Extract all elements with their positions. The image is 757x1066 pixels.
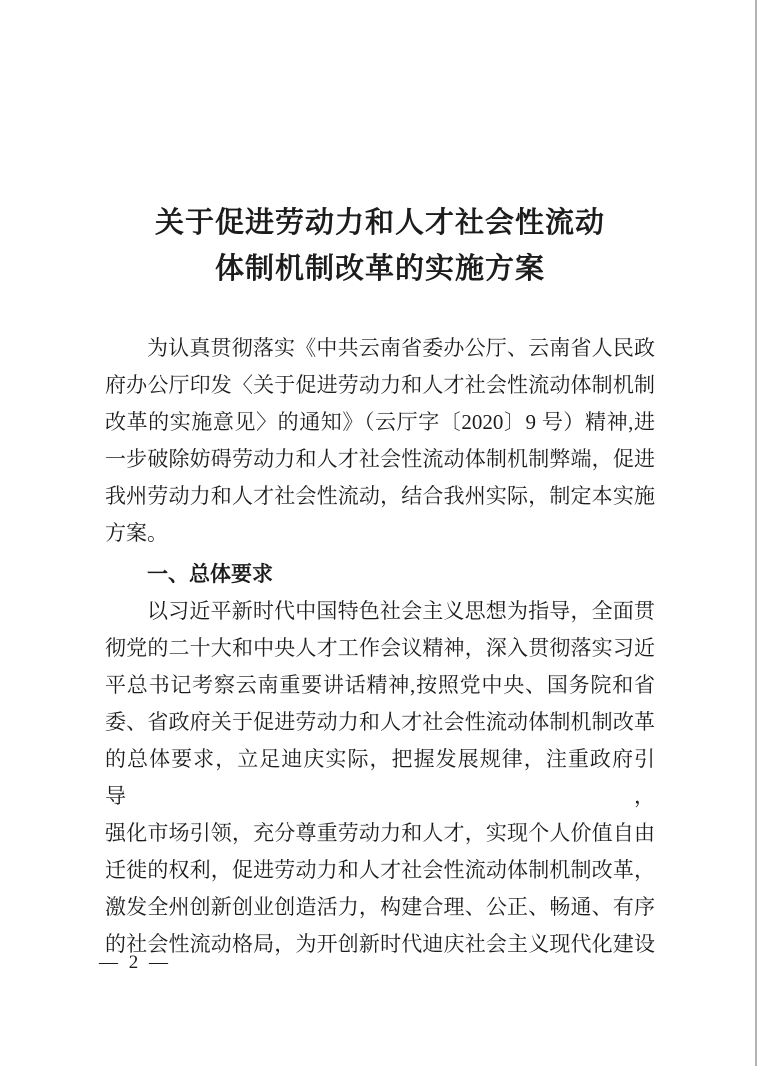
document-title: [105, 200, 655, 292]
paragraph-line: 改革的实施意见〉的通知》（云厅字〔2020〕9 号）精神,进: [105, 410, 655, 434]
paragraph-line: 激发全州创新创业创造活力，构建合理、公正、畅通、有序: [105, 895, 655, 919]
paragraph-line: 强化市场引领，充分尊重劳动力和人才，实现个人价值自由: [105, 821, 655, 845]
paragraph-line: 平总书记考察云南重要讲话精神,按照党中央、国务院和省: [105, 673, 655, 697]
page-number: — 2 —: [99, 952, 171, 973]
paragraph-line: 委、省政府关于促进劳动力和人才社会性流动体制机制改革: [105, 710, 655, 734]
paragraph-line: 一步破除妨碍劳动力和人才社会性流动体制机制弊端，促进: [105, 447, 655, 471]
paragraph-line: 的总体要求，立足迪庆实际，把握发展规律，注重政府引导，: [105, 747, 655, 808]
document-title-line-1: 关于促进劳动力和人才社会性流动: [154, 207, 605, 239]
paragraph-line: 以习近平新时代中国特色社会主义思想为指导，全面贯: [147, 599, 655, 623]
paragraph-line: 彻党的二十大和中央人才工作会议精神，深入贯彻落实习近: [105, 636, 655, 660]
paragraph-line: 为认真贯彻落实《中共云南省委办公厅、云南省人民政: [147, 336, 655, 360]
paragraph-line: 方案。: [105, 521, 168, 545]
paragraph-line: 迁徙的权利，促进劳动力和人才社会性流动体制机制改革，: [105, 858, 655, 882]
intro-paragraph: [105, 330, 655, 552]
paragraph-line: 府办公厅印发〈关于促进劳动力和人才社会性流动体制机制: [105, 373, 655, 397]
paragraph-line: 我州劳动力和人才社会性流动，结合我州实际，制定本实施: [105, 484, 655, 508]
document-title-line-2: 体制机制改革的实施方案: [214, 253, 545, 285]
paragraph-line: 的社会性流动格局，为开创新时代迪庆社会主义现代化建设: [105, 932, 655, 956]
section-heading-overall-requirements: 一、总体要求: [147, 563, 273, 586]
section1-body-paragraph: [105, 593, 655, 963]
document-content: [105, 200, 655, 963]
